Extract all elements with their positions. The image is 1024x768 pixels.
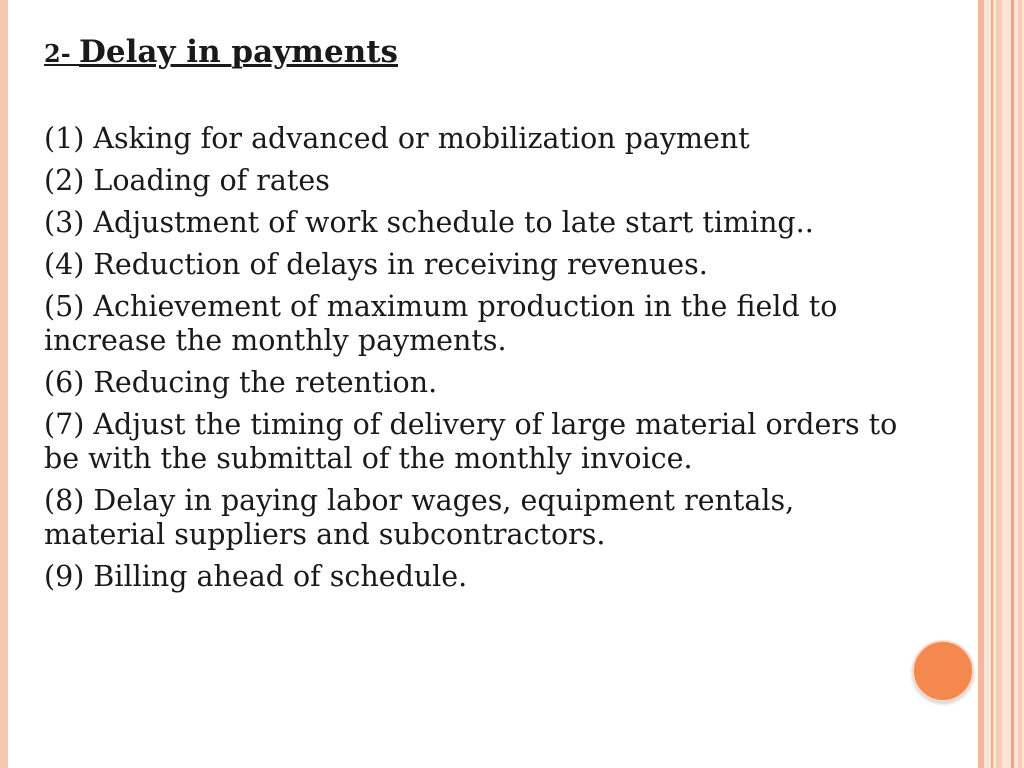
title-text: Delay in payments bbox=[79, 34, 399, 70]
list-item: (3) Adjustment of work schedule to late start timing.. bbox=[44, 206, 814, 239]
list-item: (7) Adjust the timing of delivery of large material orders to be with the submittal of the monthly invoice. bbox=[44, 408, 898, 475]
right-border-line bbox=[978, 0, 984, 768]
orange-circle-icon bbox=[912, 640, 974, 702]
list-item: (5) Achievement of maximum production in the field to increase the monthly payments. bbox=[44, 290, 838, 357]
point-list bbox=[44, 122, 924, 602]
title-number: 2- bbox=[44, 39, 80, 68]
left-border-stripe bbox=[0, 0, 8, 768]
list-item: (1) Asking for advanced or mobilization payment bbox=[44, 122, 750, 155]
list-item: (2) Loading of rates bbox=[44, 164, 330, 197]
list-item: (9) Billing ahead of schedule. bbox=[44, 560, 468, 593]
right-border-line bbox=[1011, 0, 1014, 768]
list-item: (8) Delay in paying labor wages, equipment rentals, material suppliers and subcontractors. bbox=[44, 484, 795, 551]
right-border-line bbox=[991, 0, 993, 768]
right-border-line bbox=[1018, 0, 1022, 768]
list-item: (4) Reduction of delays in receiving revenues. bbox=[44, 248, 708, 281]
list-item: (6) Reducing the retention. bbox=[44, 366, 438, 399]
right-border-line bbox=[996, 0, 1002, 768]
slide-title bbox=[44, 34, 398, 70]
